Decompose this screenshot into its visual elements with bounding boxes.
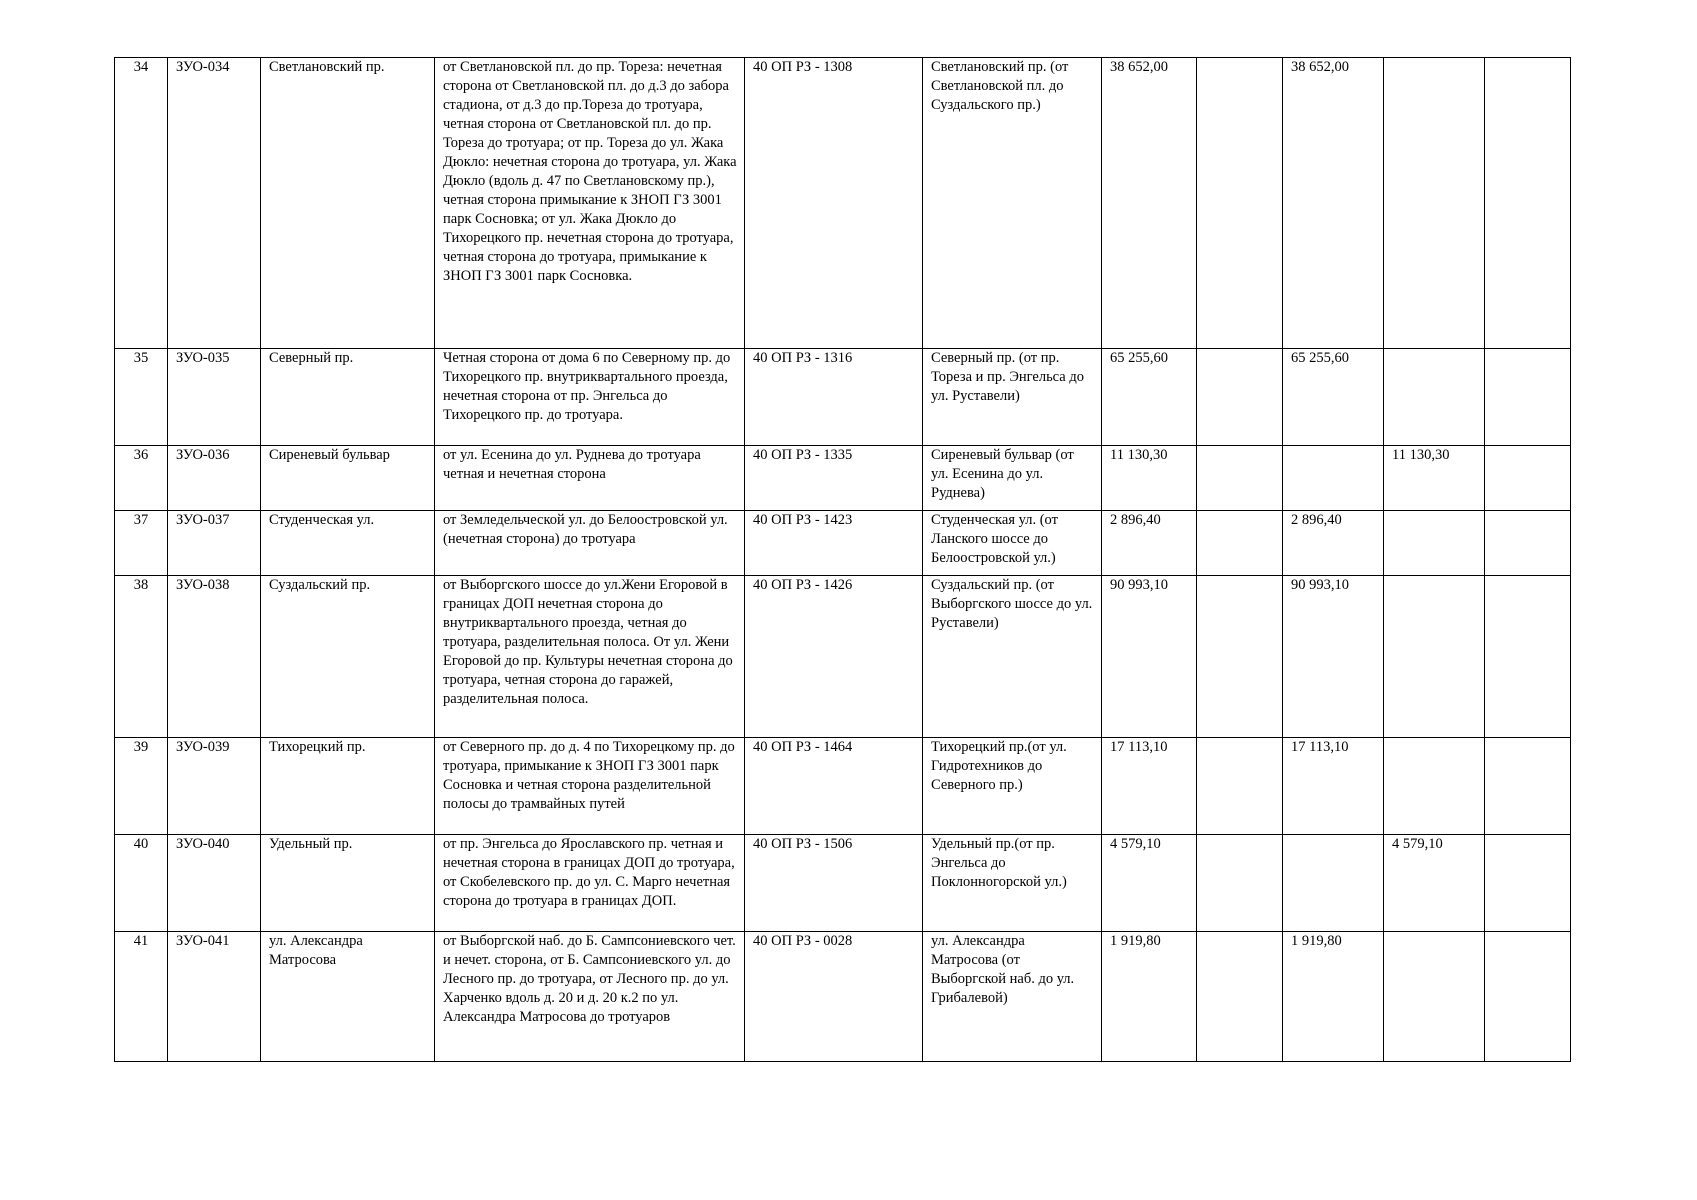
- section-description: от Светлановской пл. до пр. Тореза: нечетная сторона от Светлановской пл. до д.3 до забора стадиона, от д.3 до пр.Тореза до тротуара, четная сторона от Светлановской пл. до пр. Тореза до тротуара; от пр. Тореза до ул. Жака Дюкло: нечетная сторона до тротуара, ул. Жака Дюкло (вдоль д. 47 по Светлановскому пр.), четная сторона примыкание к ЗНОП ГЗ 3001 парк Сосновка; от ул. Жака Дюкло до Тихорецкого пр. нечетная сторона до тротуара, четная сторона до тротуара, примыкание к ЗНОП ГЗ 3001 парк Сосновка.: [435, 58, 745, 349]
- area-value-alt: 11 130,30: [1384, 446, 1485, 511]
- table-row: [115, 932, 1571, 1062]
- street-name: Светлановский пр.: [261, 58, 435, 349]
- road-name: Суздальский пр. (от Выборгского шоссе до ул. Руставели): [923, 576, 1102, 738]
- area-value-alt: [1384, 738, 1485, 835]
- area-value: [1283, 835, 1384, 932]
- road-registry-number: 40 ОП РЗ - 1506: [745, 835, 923, 932]
- row-number: 40: [115, 835, 168, 932]
- empty-cell: [1197, 511, 1283, 576]
- empty-cell: [1197, 446, 1283, 511]
- empty-cell: [1485, 446, 1571, 511]
- area-total: 90 993,10: [1102, 576, 1197, 738]
- section-description: от ул. Есенина до ул. Руднева до тротуара четная и нечетная сторона: [435, 446, 745, 511]
- section-code: ЗУО-035: [168, 349, 261, 446]
- area-total: 2 896,40: [1102, 511, 1197, 576]
- table-row: [115, 738, 1571, 835]
- road-name: Удельный пр.(от пр. Энгельса до Поклонногорской ул.): [923, 835, 1102, 932]
- area-value: 2 896,40: [1283, 511, 1384, 576]
- section-description: от Северного пр. до д. 4 по Тихорецкому пр. до тротуара, примыкание к ЗНОП ГЗ 3001 парк Сосновка и четная сторона разделительной полосы до трамвайных путей: [435, 738, 745, 835]
- area-total: 11 130,30: [1102, 446, 1197, 511]
- area-value: 1 919,80: [1283, 932, 1384, 1062]
- road-name: ул. Александра Матросова (от Выборгской наб. до ул. Грибалевой): [923, 932, 1102, 1062]
- section-code: ЗУО-037: [168, 511, 261, 576]
- row-number: 37: [115, 511, 168, 576]
- road-name: Сиреневый бульвар (от ул. Есенина до ул. Руднева): [923, 446, 1102, 511]
- table-row: [115, 511, 1571, 576]
- road-registry-number: 40 ОП РЗ - 1426: [745, 576, 923, 738]
- table-row: [115, 58, 1571, 349]
- area-value-alt: [1384, 58, 1485, 349]
- area-value: 17 113,10: [1283, 738, 1384, 835]
- road-name: Тихорецкий пр.(от ул. Гидротехников до Северного пр.): [923, 738, 1102, 835]
- area-total: 65 255,60: [1102, 349, 1197, 446]
- area-value-alt: [1384, 576, 1485, 738]
- road-registry-number: 40 ОП РЗ - 1316: [745, 349, 923, 446]
- empty-cell: [1485, 511, 1571, 576]
- street-name: Северный пр.: [261, 349, 435, 446]
- road-name: Светлановский пр. (от Светлановской пл. до Суздальского пр.): [923, 58, 1102, 349]
- empty-cell: [1197, 835, 1283, 932]
- row-number: 38: [115, 576, 168, 738]
- row-number: 35: [115, 349, 168, 446]
- section-description: от Выборгской наб. до Б. Сампсониевского чет. и нечет. сторона, от Б. Сампсониевского ул. до Лесного пр. до тротуара, от Лесного пр. до ул. Харченко вдоль д. 20 и д. 20 к.2 по ул. Александра Матросова до тротуаров: [435, 932, 745, 1062]
- section-code: ЗУО-040: [168, 835, 261, 932]
- section-code: ЗУО-038: [168, 576, 261, 738]
- section-code: ЗУО-034: [168, 58, 261, 349]
- road-registry-number: 40 ОП РЗ - 1464: [745, 738, 923, 835]
- road-name: Студенческая ул. (от Ланского шоссе до Белоостровской ул.): [923, 511, 1102, 576]
- street-name: Сиреневый бульвар: [261, 446, 435, 511]
- empty-cell: [1485, 835, 1571, 932]
- area-total: 17 113,10: [1102, 738, 1197, 835]
- section-description: Четная сторона от дома 6 по Северному пр. до Тихорецкого пр. внутриквартального проезда, нечетная сторона от пр. Энгельса до Тихорецкого пр. до тротуара.: [435, 349, 745, 446]
- empty-cell: [1485, 58, 1571, 349]
- section-code: ЗУО-036: [168, 446, 261, 511]
- area-value: 38 652,00: [1283, 58, 1384, 349]
- area-total: 38 652,00: [1102, 58, 1197, 349]
- empty-cell: [1197, 349, 1283, 446]
- section-code: ЗУО-041: [168, 932, 261, 1062]
- street-name: Студенческая ул.: [261, 511, 435, 576]
- section-code: ЗУО-039: [168, 738, 261, 835]
- table-row: [115, 576, 1571, 738]
- area-total: 1 919,80: [1102, 932, 1197, 1062]
- area-value-alt: [1384, 349, 1485, 446]
- street-name: ул. Александра Матросова: [261, 932, 435, 1062]
- table-row: [115, 446, 1571, 511]
- area-value: [1283, 446, 1384, 511]
- road-registry-number: 40 ОП РЗ - 1335: [745, 446, 923, 511]
- area-value-alt: [1384, 932, 1485, 1062]
- row-number: 39: [115, 738, 168, 835]
- row-number: 36: [115, 446, 168, 511]
- section-description: от Земледельческой ул. до Белоостровской ул. (нечетная сторона) до тротуара: [435, 511, 745, 576]
- area-value-alt: 4 579,10: [1384, 835, 1485, 932]
- street-name: Суздальский пр.: [261, 576, 435, 738]
- area-value-alt: [1384, 511, 1485, 576]
- row-number: 34: [115, 58, 168, 349]
- road-registry-number: 40 ОП РЗ - 1308: [745, 58, 923, 349]
- empty-cell: [1197, 738, 1283, 835]
- road-registry-number: 40 ОП РЗ - 1423: [745, 511, 923, 576]
- street-name: Удельный пр.: [261, 835, 435, 932]
- area-value: 65 255,60: [1283, 349, 1384, 446]
- table-row: [115, 349, 1571, 446]
- section-description: от пр. Энгельса до Ярославского пр. четная и нечетная сторона в границах ДОП до тротуара, от Скобелевского пр. до ул. С. Марго нечетная сторона до тротуара в границах ДОП.: [435, 835, 745, 932]
- road-sections-table: [114, 57, 1571, 1062]
- empty-cell: [1485, 932, 1571, 1062]
- row-number: 41: [115, 932, 168, 1062]
- empty-cell: [1197, 932, 1283, 1062]
- table-row: [115, 835, 1571, 932]
- empty-cell: [1197, 58, 1283, 349]
- area-value: 90 993,10: [1283, 576, 1384, 738]
- empty-cell: [1485, 738, 1571, 835]
- empty-cell: [1197, 576, 1283, 738]
- empty-cell: [1485, 349, 1571, 446]
- road-registry-number: 40 ОП РЗ - 0028: [745, 932, 923, 1062]
- section-description: от Выборгского шоссе до ул.Жени Егоровой в границах ДОП нечетная сторона до внутриквартального проезда, четная до тротуара, разделительная полоса. От ул. Жени Егоровой до пр. Культуры нечетная сторона до тротуара, четная сторона до гаражей, разделительная полоса.: [435, 576, 745, 738]
- area-total: 4 579,10: [1102, 835, 1197, 932]
- empty-cell: [1485, 576, 1571, 738]
- street-name: Тихорецкий пр.: [261, 738, 435, 835]
- road-name: Северный пр. (от пр. Тореза и пр. Энгельса до ул. Руставели): [923, 349, 1102, 446]
